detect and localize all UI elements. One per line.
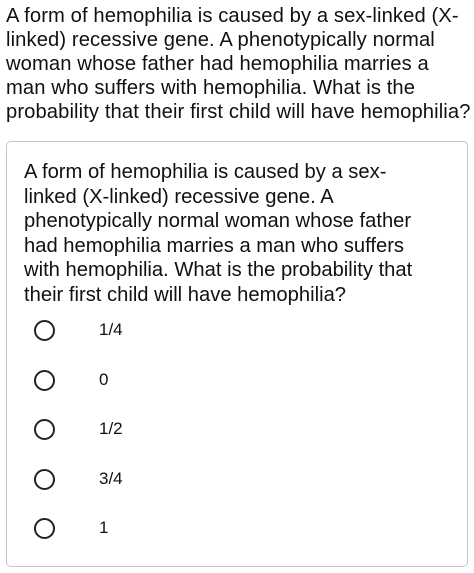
answer-option[interactable] [7, 508, 467, 558]
radio-button[interactable] [34, 370, 55, 391]
answer-options [7, 310, 467, 558]
answer-option[interactable] [7, 360, 467, 410]
answer-option-label: 1/4 [99, 320, 123, 339]
answer-option-label: 1/2 [99, 419, 123, 438]
answer-option-label: 1 [99, 518, 109, 537]
radio-button[interactable] [34, 320, 55, 341]
answer-option[interactable] [7, 459, 467, 509]
answer-option-label: 3/4 [99, 468, 123, 488]
card-question-text: A form of hemophilia is caused by a sex- linked (X-linked) recessive gene. A phenotypically normal woman whose father had hemophilia marries a man who suffers with hemophilia. What is the probability that their first child will have hemophilia? [24, 161, 413, 306]
question-card [6, 141, 468, 567]
answer-option[interactable] [7, 409, 467, 459]
answer-option[interactable] [7, 310, 467, 360]
radio-button[interactable] [34, 419, 55, 440]
radio-button[interactable] [34, 518, 55, 539]
question-text: A form of hemophilia is caused by a sex-linked (X- linked) recessive gene. A phenotypically normal woman whose father had hemophilia marries a man who suffers with hemophilia. What is the probability that their first child will have hemophilia? [6, 5, 471, 123]
answer-option-label: 0 [99, 369, 109, 389]
radio-button[interactable] [34, 469, 55, 490]
